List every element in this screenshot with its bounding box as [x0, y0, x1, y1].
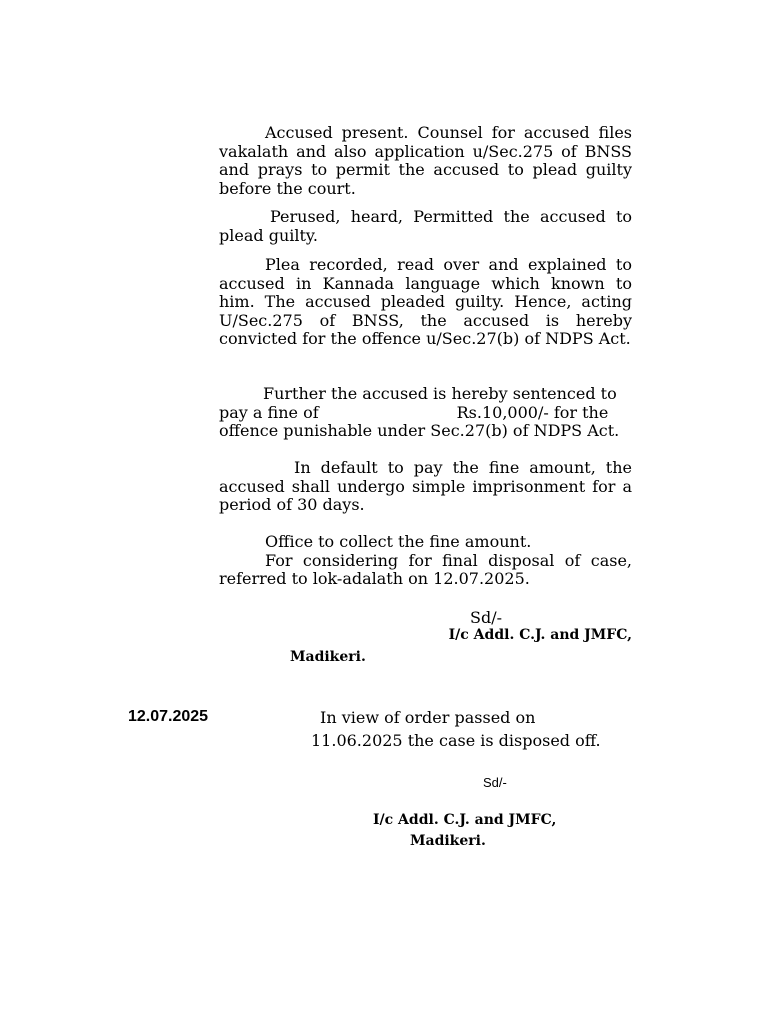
- place-2: Madikeri.: [410, 833, 486, 849]
- order-paragraph-1-block: [219, 124, 632, 198]
- disposal-line-1: In view of order passed on: [320, 708, 536, 727]
- disposal-line-2: 11.06.2025 the case is disposed off.: [311, 731, 601, 750]
- order-paragraph-6-block: [219, 533, 632, 589]
- order-paragraph-3: Plea recorded, read over and explained to accused in Kannada language which known to him. The accused pleaded guilty. Hence, acting U/Sec.275 of BNSS, the accused is hereby convicted for the offence u/Sec.27(b) of NDPS Act.: [219, 255, 632, 348]
- order-paragraph-5: In default to pay the fine amount, the accused shall undergo simple imprisonment for a period of 30 days.: [219, 458, 632, 514]
- order-paragraph-2: Perused, heard, Permitted the accused to plead guilty.: [219, 207, 632, 245]
- fine-line: [219, 404, 632, 423]
- sentence-line: Further the accused is hereby sentenced to: [263, 384, 617, 403]
- order-date: 12.07.2025: [128, 708, 209, 725]
- order-paragraph-3-block: [219, 256, 632, 349]
- designation-1: I/c Addl. C.J. and JMFC,: [448, 627, 632, 643]
- signature-sd-1: Sd/-: [470, 608, 502, 627]
- order-paragraph-2-block: [219, 208, 632, 245]
- signature-sd-2: Sd/-: [483, 775, 507, 790]
- place-1: Madikeri.: [290, 649, 366, 665]
- order-paragraph-4-block: [219, 385, 632, 441]
- designation-2: I/c Addl. C.J. and JMFC,: [373, 812, 557, 828]
- order-paragraph-1: Accused present. Counsel for accused files vakalath and also application u/Sec.275 of BNSS and prays to permit the accused to plead guilty before the court.: [219, 123, 632, 198]
- fine-label: pay a fine of: [219, 402, 319, 422]
- order-paragraph-7: For considering for final disposal of case, referred to lok-adalath on 12.07.2025.: [219, 550, 632, 588]
- fine-amount: Rs.10,000/- for the: [456, 402, 609, 422]
- order-paragraph-5-block: [219, 459, 632, 515]
- offence-line: offence punishable under Sec.27(b) of NDPS Act.: [219, 421, 620, 440]
- order-paragraph-6: Office to collect the fine amount.: [265, 532, 532, 551]
